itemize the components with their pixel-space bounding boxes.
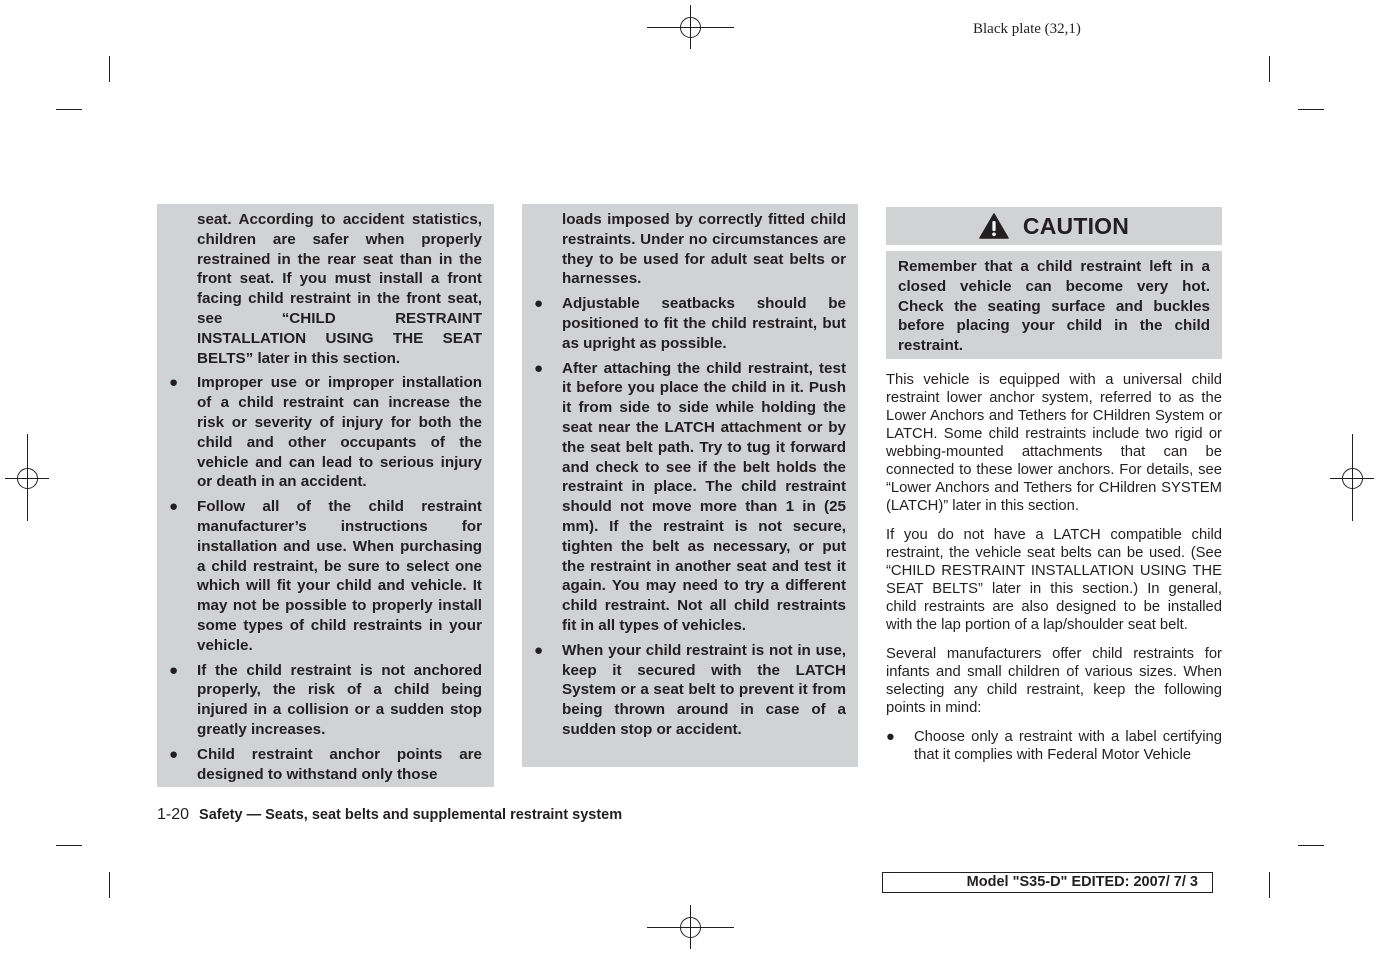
list-item <box>157 373 494 492</box>
list-item-text: Child restraint anchor points are designed to withstand only those <box>197 745 482 783</box>
list-item-text: Follow all of the child restraint manufacturer’s instructions for installation and use. When purchasing a child restraint, be sure to select one which will fit your child and vehicle. It may not be possible to properly install some types of child restraints in your vehicle. <box>197 498 482 654</box>
plate-label: Black plate (32,1) <box>973 21 1081 37</box>
list-item-text: When your child restraint is not in use, keep it secured with the LATCH System or a seat belt to prevent it from being thrown around in case of a sudden stop or accident. <box>562 641 846 738</box>
list-item-text: If the child restraint is not anchored properly, the risk of a child being injured in a collision or a sudden stop greatly increases. <box>197 661 482 738</box>
crop-mark <box>1269 872 1270 898</box>
list-item <box>522 641 858 740</box>
crop-mark <box>1298 109 1324 110</box>
bullet-icon: ● <box>169 498 179 516</box>
bullet-icon: ● <box>534 295 544 313</box>
list-item-text: Choose only a restraint with a label certifying that it complies with Federal Motor Vehicle <box>914 729 1222 763</box>
list-item-text: Adjustable seatbacks should be positioned to fit the child restraint, but as upright as possible. <box>562 295 846 352</box>
bullet-icon: ● <box>534 359 544 377</box>
list-item <box>886 728 1222 764</box>
list-item <box>157 745 494 785</box>
caution-header <box>886 207 1222 245</box>
registration-mark-icon <box>16 467 39 490</box>
warning-bullet-list <box>522 294 858 740</box>
bullet-icon: ● <box>169 374 179 392</box>
caution-body: Remember that a child restraint left in a closed vehicle can become very hot. Check the seating surface and buckles before placing your child in the child restraint. <box>886 251 1222 359</box>
warning-paragraph: seat. According to accident statistics, children are safer when properly restrained in the rear seat than in the front seat. If you must install a front facing child restraint in the front seat, see “CHILD RESTRAINT INSTALLATION USING THE SEAT BELTS” later in this section. <box>197 211 482 367</box>
warning-bullet-list <box>157 373 494 784</box>
list-item <box>522 359 858 636</box>
list-item <box>157 661 494 740</box>
registration-mark-icon <box>1341 467 1364 490</box>
list-item-text: Improper use or improper installation of a child restraint can increase the risk or severity of injury for both the child and other occupants of the vehicle and can lead to serious injury or death in an accident. <box>197 374 482 491</box>
warning-triangle-icon <box>979 213 1009 239</box>
crop-mark <box>1269 56 1270 82</box>
body-paragraph: If you do not have a LATCH compatible child restraint, the vehicle seat belts can be used. (See “CHILD RESTRAINT INSTALLATION USING THE SEAT BELTS” later in this section.) In general, child restraints are also designed to be installed with the lap portion of a lap/shoulder seat belt. <box>886 527 1222 633</box>
body-text-column <box>886 371 1222 764</box>
bullet-icon: ● <box>886 729 895 745</box>
page-number: 1-20 <box>157 806 190 823</box>
list-item-text: After attaching the child restraint, test it before you place the child in it. Push it from side to side while holding the seat near the LATCH attachment or by the seat belt path. Try to tug it forward and check to see if the belt holds the restraint in place. The child restraint should not move more than 1 in (25 mm). If the restraint is not secure, tighten the belt as necessary, or put the restraint in another seat and test it again. You may need to try a different child restraint. Not all child restraints fit in all types of vehicles. <box>562 359 846 634</box>
warning-column-2 <box>522 204 858 767</box>
warning-column-1 <box>157 204 494 787</box>
bullet-icon: ● <box>169 661 179 679</box>
body-paragraph: Several manufacturers offer child restraints for infants and small children of various sizes. When selecting any child restraint, keep the following points in mind: <box>886 646 1222 716</box>
warning-paragraph: loads imposed by correctly fitted child restraints. Under no circumstances are they to be used for adult seat belts or harnesses. <box>562 211 846 288</box>
caution-title: CAUTION <box>1022 212 1130 239</box>
registration-mark-icon <box>679 16 702 39</box>
page-footer <box>157 806 622 824</box>
list-item <box>522 294 858 353</box>
crop-mark <box>56 845 82 846</box>
crop-mark <box>1298 845 1324 846</box>
body-paragraph: This vehicle is equipped with a universal child restraint lower anchor system, referred to as the Lower Anchors and Tethers for CHildren System or LATCH. Some child restraints include two rigid or webbing-mounted attachments that can be connected to these lower anchors. For details, see “Lower Anchors and Tethers for CHildren SYSTEM (LATCH)” later in this section. <box>886 372 1222 514</box>
bullet-icon: ● <box>169 745 179 763</box>
bullet-icon: ● <box>534 641 544 659</box>
section-title: Safety — Seats, seat belts and supplemental restraint system <box>199 807 623 823</box>
crop-mark <box>109 872 110 898</box>
crop-mark <box>56 109 82 110</box>
model-edited-box: Model "S35-D" EDITED: 2007/ 7/ 3 <box>882 872 1213 893</box>
crop-mark <box>109 56 110 82</box>
list-item <box>157 497 494 655</box>
registration-mark-icon <box>679 916 702 939</box>
